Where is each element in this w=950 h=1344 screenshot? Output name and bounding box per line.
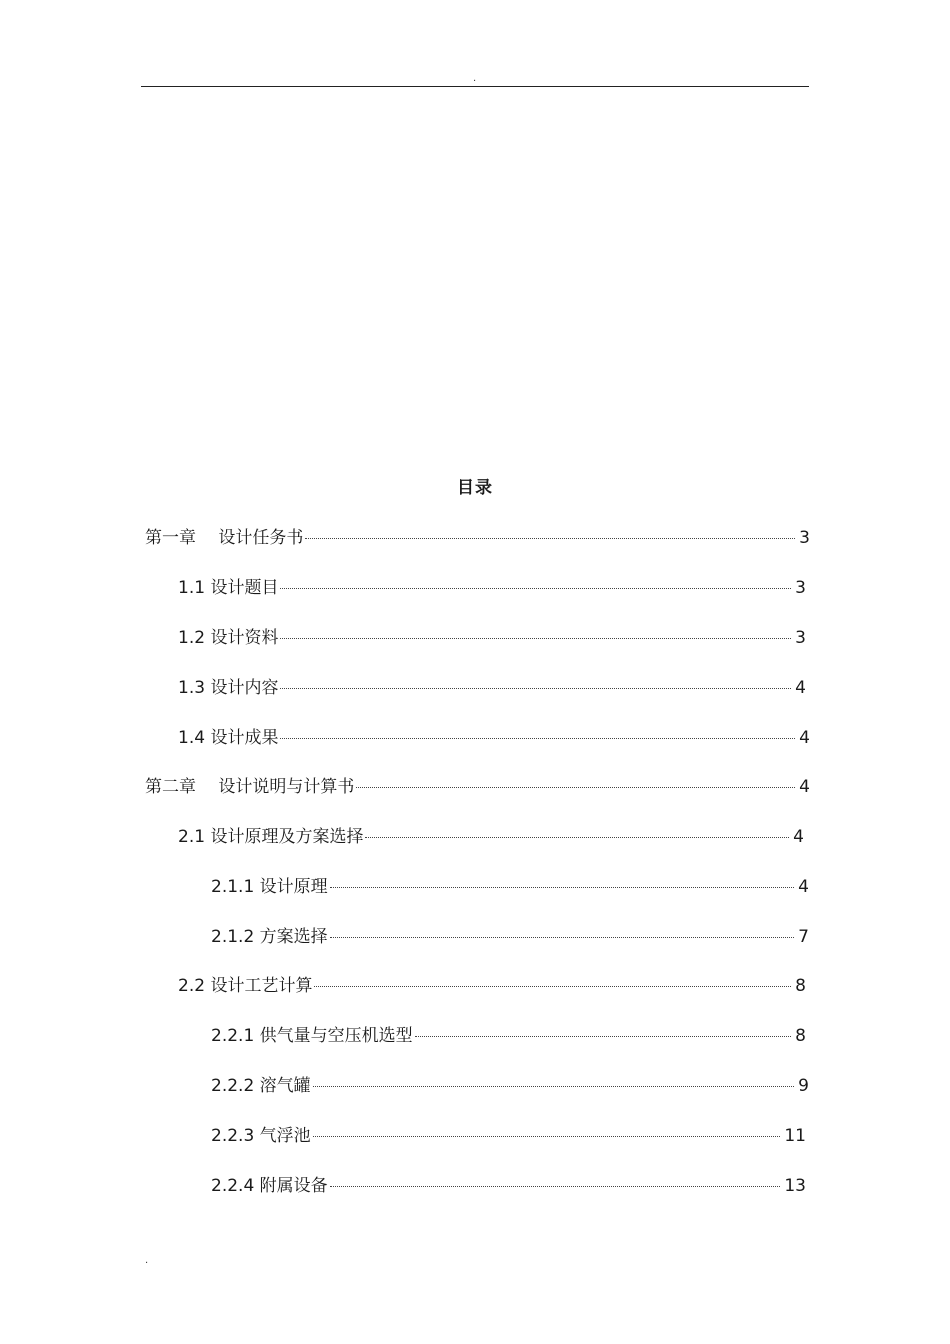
toc-entry-text: 1.3 设计内容 — [178, 678, 279, 698]
toc-entry-page: 4 — [793, 827, 804, 847]
toc-entry-text: 2.1.1 设计原理 — [211, 877, 328, 897]
toc-entry-text: 2.2.1 供气量与空压机选型 — [211, 1026, 413, 1046]
toc-entry-2-2-1[interactable] — [211, 1024, 806, 1048]
toc-entry-2-1-1[interactable] — [211, 875, 809, 899]
toc-leader — [330, 1186, 781, 1187]
toc-entry-1-4[interactable] — [178, 726, 810, 750]
toc-entry-text: 2.2 设计工艺计算 — [178, 976, 313, 996]
toc-entry-page: 8 — [795, 976, 806, 996]
toc-entry-1-3[interactable] — [178, 676, 806, 700]
toc-entry-text: 2.1.2 方案选择 — [211, 927, 328, 947]
toc-entry-text: 2.1 设计原理及方案选择 — [178, 827, 364, 847]
toc-entry-page: 9 — [798, 1076, 809, 1096]
toc-leader — [314, 986, 791, 987]
toc-leader — [280, 588, 791, 589]
toc-entry-page: 3 — [799, 528, 810, 548]
toc-entry-page: 7 — [798, 927, 809, 947]
toc-entry-text: 1.1 设计题目 — [178, 578, 279, 598]
toc-entry-text: 第一章 设计任务书 — [145, 528, 304, 548]
toc-entry-2-2-4[interactable] — [211, 1174, 806, 1198]
toc-entry-page: 13 — [784, 1176, 806, 1196]
toc-entry-text: 2.2.3 气浮池 — [211, 1126, 311, 1146]
header-mark: . — [473, 73, 477, 84]
toc-entry-2-1[interactable] — [178, 825, 804, 849]
toc-entry-page: 4 — [795, 678, 806, 698]
toc-entry-2-1-2[interactable] — [211, 925, 809, 949]
toc-leader — [280, 638, 791, 639]
toc-leader — [330, 937, 795, 938]
toc-leader — [280, 738, 795, 739]
toc-entry-2-2[interactable] — [178, 974, 806, 998]
toc-entry-chapter-2[interactable] — [145, 775, 810, 799]
toc-entry-text: 2.2.4 附属设备 — [211, 1176, 328, 1196]
toc-entry-1-2[interactable] — [178, 626, 806, 650]
toc-leader — [313, 1086, 795, 1087]
footer-mark: . — [145, 1255, 149, 1266]
toc-entry-2-2-2[interactable] — [211, 1074, 809, 1098]
toc-leader — [415, 1036, 792, 1037]
toc-leader — [365, 837, 789, 838]
toc-entry-page: 4 — [799, 728, 810, 748]
toc-entry-2-2-3[interactable] — [211, 1124, 806, 1148]
toc-title: 目录 — [457, 478, 493, 498]
toc-entry-page: 11 — [784, 1126, 806, 1146]
toc-entry-page: 4 — [798, 877, 809, 897]
toc-leader — [330, 887, 795, 888]
toc-entry-page: 3 — [795, 578, 806, 598]
toc-entry-text: 第二章 设计说明与计算书 — [145, 777, 355, 797]
toc-leader — [356, 787, 795, 788]
toc-entry-page: 8 — [795, 1026, 806, 1046]
toc-entry-chapter-1[interactable] — [145, 526, 810, 550]
toc-entry-text: 2.2.2 溶气罐 — [211, 1076, 311, 1096]
toc-leader — [313, 1136, 781, 1137]
toc-entry-page: 4 — [799, 777, 810, 797]
toc-leader — [280, 688, 791, 689]
toc-entry-text: 1.4 设计成果 — [178, 728, 279, 748]
toc-entry-1-1[interactable] — [178, 576, 806, 600]
toc-entry-page: 3 — [795, 628, 806, 648]
toc-leader — [305, 538, 795, 539]
toc-entry-text: 1.2 设计资料 — [178, 628, 279, 648]
